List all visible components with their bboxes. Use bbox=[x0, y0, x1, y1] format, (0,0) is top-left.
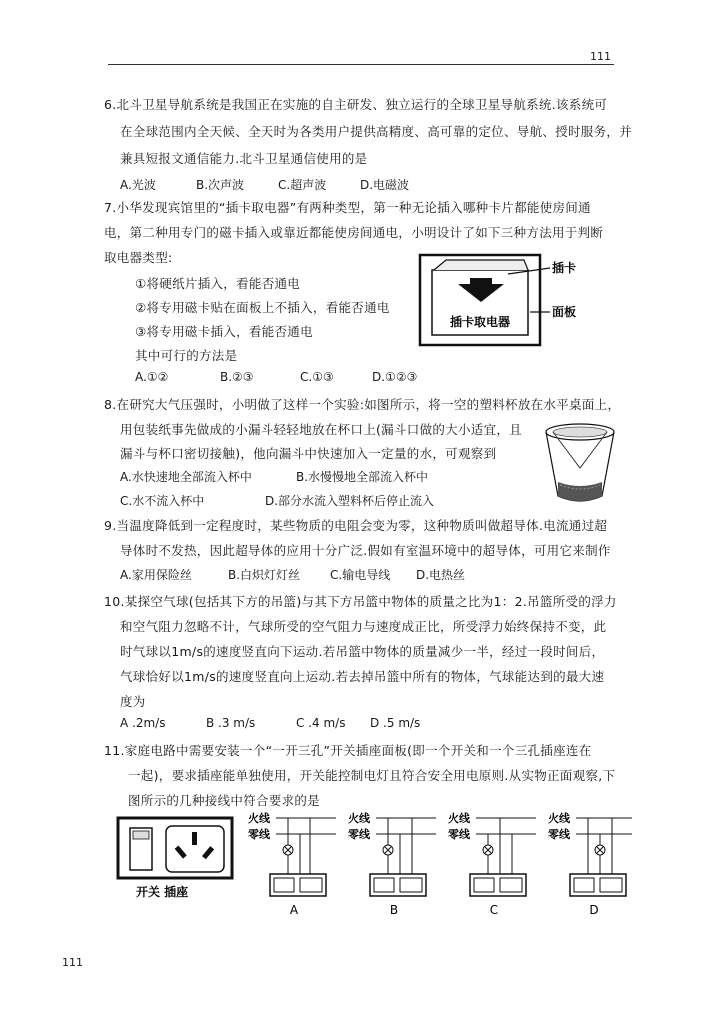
choice-label-d: D bbox=[589, 903, 599, 917]
panel-caption: 开关 插座 bbox=[136, 885, 189, 899]
cup-funnel-figure bbox=[542, 418, 618, 508]
q8-option-d: D.部分水流入塑料杯后停止流入 bbox=[265, 494, 435, 508]
panel-label: 面板 bbox=[552, 305, 577, 319]
socket-earth-hole bbox=[192, 832, 197, 845]
q7-option-a: A.①② bbox=[135, 370, 169, 384]
footer-page-number: 111 bbox=[62, 956, 83, 969]
card-slot bbox=[434, 260, 528, 270]
q6-line-2: 在全球范围内全天候、全天时为各类用户提供高精度、高可靠的定位、导航、授时服务，并 bbox=[120, 124, 633, 139]
q10-line-1: 10.某探空气球(包括其下方的吊篮)与其下方吊篮中物体的质量之比为1：2.吊篮所受的浮力 bbox=[104, 594, 617, 609]
q7-line-1: 7.小华发现宾馆里的“插卡取电器”有两种类型，第一种无论插入哪种卡片都能使房间通 bbox=[104, 200, 591, 215]
q9-line-1: 9.当温度降低到一定程度时，某些物质的电阻会变为零，这种物质叫做超导体.电流通过超 bbox=[104, 518, 608, 533]
q7-option-b: B.②③ bbox=[220, 370, 254, 384]
q9-option-a: A.家用保险丝 bbox=[120, 568, 192, 582]
wiring-option-d bbox=[548, 811, 632, 917]
panel-box-a bbox=[270, 874, 326, 896]
cup-contents bbox=[558, 482, 602, 501]
q7-line-3: 取电器类型: bbox=[104, 250, 173, 265]
q7-line-2: 电，第二种用专门的磁卡插入或靠近都能使房间通电，小明设计了如下三种方法用于判断 bbox=[104, 225, 604, 240]
switch-indicator bbox=[133, 831, 149, 839]
q6-line-1: 6.北斗卫星导航系统是我国正在实施的自主研发、独立运行的全球卫星导航系统.该系统可 bbox=[104, 97, 608, 112]
q9-option-b: B.白炽灯灯丝 bbox=[228, 568, 301, 582]
q10-line-5: 度为 bbox=[120, 694, 146, 709]
q10-option-a: A .2m/s bbox=[120, 716, 166, 730]
q11-line-2: 一起)，要求插座能单独使用，开关能控制电灯且符合安全用电原则.从实物正面观察,下 bbox=[128, 768, 616, 783]
header-page-number: 111 bbox=[590, 50, 611, 63]
q10-option-b: B .3 m/s bbox=[206, 716, 256, 730]
q7-method-3: ③将专用磁卡插入，看能否通电 bbox=[135, 324, 313, 339]
q10-line-3: 时气球以1m/s的速度竖直向下运动.若吊篮中物体的质量减少一半，经过一段时间后， bbox=[120, 644, 605, 659]
neutral-wire-label-b: 零线 bbox=[348, 828, 370, 841]
choice-label-c: C bbox=[489, 903, 499, 917]
wiring-option-b bbox=[348, 811, 436, 917]
q10-option-d: D .5 m/s bbox=[370, 716, 421, 730]
neutral-wire-label-d: 零线 bbox=[548, 828, 570, 841]
choice-label-b: B bbox=[389, 903, 399, 917]
q10-line-2: 和空气阻力忽略不计，气球所受的空气阻力与速度成正比，所受浮力始终保持不变，此 bbox=[120, 619, 607, 634]
wiring-diagrams bbox=[244, 810, 634, 922]
choice-label-a: A bbox=[289, 903, 299, 917]
card-switch-figure bbox=[418, 250, 598, 350]
q8-option-a: A.水快速地全部流入杯中 bbox=[120, 470, 252, 484]
live-wire-label-c: 火线 bbox=[448, 812, 470, 825]
card-label: 插卡 bbox=[552, 261, 577, 275]
q7-option-d: D.①②③ bbox=[372, 370, 418, 384]
q6-option-a: A.光波 bbox=[120, 178, 156, 192]
q9-option-d: D.电热丝 bbox=[416, 568, 466, 582]
q10-line-4: 气球恰好以1m/s的速度竖直向上运动.若去掉吊篮中所有的物体，气球能达到的最大速 bbox=[120, 669, 605, 684]
wiring-option-a bbox=[248, 811, 336, 917]
q8-option-c: C.水不流入杯中 bbox=[120, 494, 205, 508]
switch-socket-panel-figure bbox=[116, 812, 236, 902]
live-wire-label-b: 火线 bbox=[348, 812, 370, 825]
funnel-top bbox=[553, 427, 607, 437]
live-wire-label-d: 火线 bbox=[548, 812, 570, 825]
q10-option-c: C .4 m/s bbox=[296, 716, 346, 730]
q9-option-c: C.输电导线 bbox=[330, 568, 391, 582]
q8-line-1: 8.在研究大气压强时，小明做了这样一个实验:如图所示，将一空的塑料杯放在水平桌面上， bbox=[104, 397, 621, 412]
q11-line-1: 11.家庭电路中需要安装一个“一开三孔”开关插座面板(即一个开关和一个三孔插座连在 bbox=[104, 743, 592, 758]
neutral-wire-label-c: 零线 bbox=[448, 828, 470, 841]
q6-line-3: 兼具短报文通信能力.北斗卫星通信使用的是 bbox=[120, 151, 368, 166]
neutral-wire-label-a: 零线 bbox=[248, 828, 270, 841]
q7-option-c: C.①③ bbox=[300, 370, 334, 384]
q7-method-2: ②将专用磁卡贴在面板上不插入，看能否通电 bbox=[135, 300, 390, 315]
q6-option-b: B.次声波 bbox=[196, 178, 245, 192]
wiring-option-c bbox=[448, 811, 536, 917]
q6-option-d: D.电磁波 bbox=[360, 178, 410, 192]
panel-box-c bbox=[470, 874, 526, 896]
device-label: 插卡取电器 bbox=[449, 315, 511, 329]
panel-box-b bbox=[370, 874, 426, 896]
q7-method-1: ①将硬纸片插入，看能否通电 bbox=[135, 276, 301, 291]
q8-line-2: 用包装纸事先做成的小漏斗轻轻地放在杯口上(漏斗口做的大小适宜，且 bbox=[120, 422, 522, 437]
q6-option-c: C.超声波 bbox=[278, 178, 327, 192]
header-rule bbox=[108, 64, 614, 65]
q11-line-3: 图所示的几种接线中符合要求的是 bbox=[128, 793, 321, 808]
q8-option-b: B.水慢慢地全部流入杯中 bbox=[296, 470, 429, 484]
panel-box-d bbox=[570, 874, 626, 896]
q7-question: 其中可行的方法是 bbox=[135, 348, 238, 363]
q8-line-3: 漏斗与杯口密切接触)，他向漏斗中快速加入一定量的水，可观察到 bbox=[120, 446, 497, 461]
live-wire-label-a: 火线 bbox=[248, 812, 270, 825]
q9-line-2: 导体时不发热，因此超导体的应用十分广泛.假如有室温环境中的超导体，可用它来制作 bbox=[120, 543, 611, 558]
